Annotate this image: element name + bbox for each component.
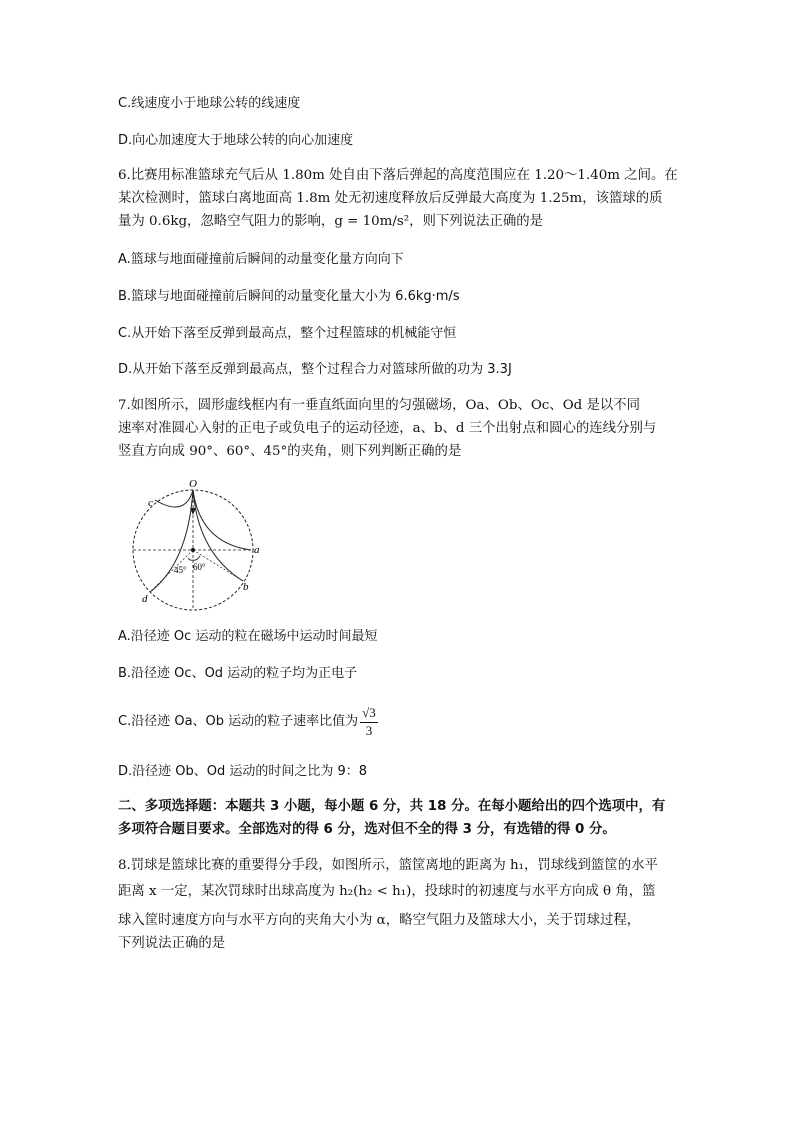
q6-stem-line-2: 某次检测时，篮球白离地面高 1.8m 处无初速度释放后反弹最大高度为 1.25m，该篮球的质 bbox=[118, 191, 663, 206]
trajectory-oa bbox=[193, 490, 251, 550]
section-2-heading-line-2: 多项符合题目要求。全部选对的得 6 分，选对但不全的得 3 分，有选错的得 0 分。 bbox=[118, 822, 616, 837]
q6-option-c: C.从开始下落至反弹到最高点，整个过程篮球的机械能守恒 bbox=[118, 326, 457, 341]
q6-stem-line-3: 量为 0.6kg，忽略空气阻力的影响，g = 10m/s²，则下列说法正确的是 bbox=[118, 214, 544, 229]
q5-option-c: C.线速度小于地球公转的线速度 bbox=[118, 96, 301, 111]
label-angle-45: 45° bbox=[174, 565, 187, 575]
q7-option-a: A.沿径迹 Oc 运动的粒在磁场中运动时间最短 bbox=[118, 629, 378, 644]
q8-stem-line-1: 8.罚球是篮球比赛的重要得分手段，如图所示，篮筐离地的距离为 h₁，罚球线到篮筐的水平 bbox=[118, 858, 658, 873]
label-b: b bbox=[243, 581, 249, 593]
q5-option-d: D.向心加速度大于地球公转的向心加速度 bbox=[118, 133, 354, 148]
q7-stem-line-2: 速率对准圆心入射的正电子或负电子的运动径迹，a、b、d 三个出射点和圆心的连线分别与 bbox=[118, 421, 657, 436]
trajectory-oc bbox=[155, 490, 193, 507]
q8-stem-line-2: 距离 x 一定，某次罚球时出球高度为 h₂(h₂ < h₁)，投球时的初速度与水平方向成 θ 角，篮 bbox=[118, 884, 656, 899]
label-a: a bbox=[254, 544, 260, 556]
label-d: d bbox=[142, 593, 148, 605]
q7-option-b: B.沿径迹 Oc、Od 运动的粒子均为正电子 bbox=[118, 666, 358, 681]
magnetic-field-figure bbox=[130, 478, 270, 613]
q6-option-d: D.从开始下落至反弹到最高点，整个过程合力对篮球所做的功为 3.3J bbox=[118, 362, 512, 377]
fraction-denominator: 3 bbox=[365, 723, 373, 738]
q8-stem-line-3: 球入筐时速度方向与水平方向的夹角大小为 α，略空气阻力及篮球大小，关于罚球过程， bbox=[118, 913, 641, 928]
section-2-heading-line-1: 二、多项选择题：本题共 3 小题，每小题 6 分，共 18 分。在每小题给出的四个选项中，有 bbox=[118, 799, 666, 814]
q7-option-d: D.沿径迹 Ob、Od 运动的时间之比为 9：8 bbox=[118, 764, 368, 779]
angle-arc-45 bbox=[188, 558, 193, 560]
label-o: O bbox=[189, 478, 197, 490]
angle-arc-60 bbox=[193, 556, 200, 560]
label-angle-60: 60° bbox=[193, 562, 206, 572]
q7-stem-line-1: 7.如图所示，圆形虚线框内有一垂直纸面向里的匀强磁场，Oa、Ob、Oc、Od 是以不同 bbox=[118, 398, 641, 413]
q6-option-a: A.篮球与地面碰撞前后瞬间的动量变化量方向向下 bbox=[118, 252, 404, 267]
q6-option-b: B.篮球与地面碰撞前后瞬间的动量变化量大小为 6.6kg·m/s bbox=[118, 289, 460, 304]
trajectory-od bbox=[150, 490, 193, 592]
q7-stem-line-3: 竖直方向成 90°、60°、45°的夹角，则下列判断正确的是 bbox=[118, 444, 462, 459]
q7-option-c-fraction bbox=[360, 704, 378, 739]
label-c: c bbox=[148, 497, 153, 509]
q6-stem-line-1: 6.比赛用标准篮球充气后从 1.80m 处自由下落后弹起的高度范围应在 1.20～1.40m 之间。在 bbox=[118, 168, 678, 183]
q7-option-c-text: C.沿径迹 Oa、Ob 运动的粒子速率比值为 bbox=[118, 714, 359, 729]
q7-option-c bbox=[118, 704, 378, 740]
q8-stem-line-4: 下列说法正确的是 bbox=[118, 936, 226, 951]
fraction-numerator: √3 bbox=[360, 704, 378, 723]
center-point bbox=[191, 548, 195, 552]
